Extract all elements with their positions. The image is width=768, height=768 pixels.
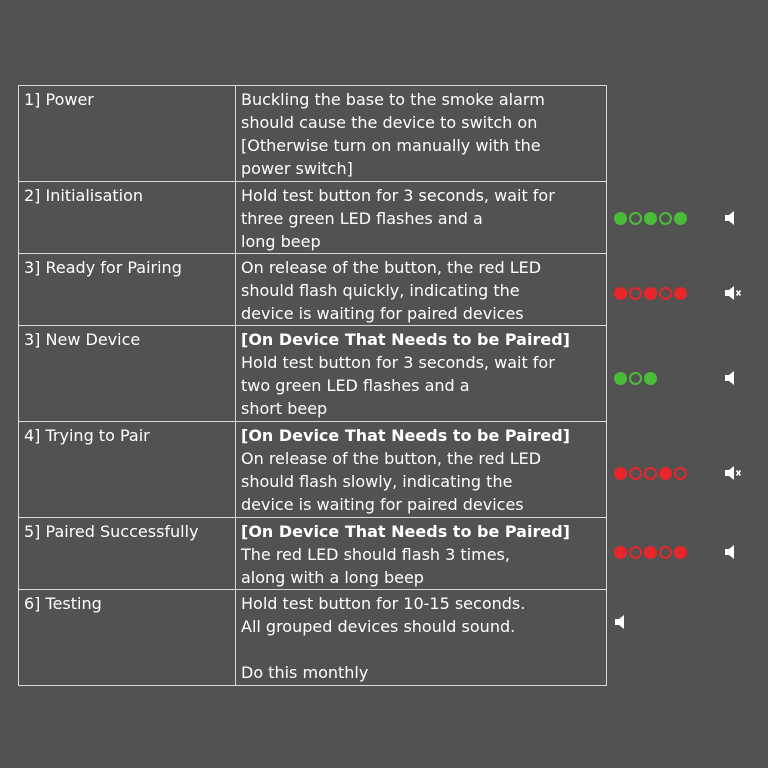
speaker-icon [724, 370, 742, 386]
description-line: should flash slowly, indicating the [241, 472, 513, 491]
led-pattern [614, 287, 724, 300]
step-label: 5] Paired Successfully [19, 518, 236, 590]
table-row [19, 326, 607, 422]
led-pattern [614, 467, 724, 480]
speaker-icon [724, 210, 742, 226]
led-pattern [614, 372, 724, 385]
led-off-green [629, 212, 642, 225]
description-line: Do this monthly [241, 663, 369, 682]
description-line: On release of the button, the red LED [241, 449, 542, 468]
led-off-red [629, 467, 642, 480]
led-on-green [644, 372, 657, 385]
table-row [19, 254, 607, 326]
step-label: 3] New Device [19, 326, 236, 422]
speaker-icon [614, 614, 632, 630]
led-on-green [614, 372, 627, 385]
led-indicator [614, 208, 742, 228]
led-indicator [614, 612, 632, 632]
description-line: device is waiting for paired devices [241, 304, 524, 323]
description-line: should cause the device to switch on [241, 113, 538, 132]
table-row [19, 182, 607, 254]
description-line: short beep [241, 399, 328, 418]
description-line: [Otherwise turn on manually with the [241, 136, 541, 155]
description-line: device is waiting for paired devices [241, 495, 524, 514]
led-off-red [659, 287, 672, 300]
speaker-muted-icon [724, 285, 742, 301]
led-on-red [674, 287, 687, 300]
step-description [236, 254, 607, 326]
led-off-red [629, 546, 642, 559]
led-indicator [614, 463, 742, 483]
instructions-table [18, 85, 607, 686]
step-label: 4] Trying to Pair [19, 422, 236, 518]
led-on-red [674, 546, 687, 559]
led-on-green [674, 212, 687, 225]
step-description [236, 422, 607, 518]
led-indicator [614, 283, 742, 303]
speaker-icon [724, 544, 742, 560]
led-off-green [659, 212, 672, 225]
step-description [236, 326, 607, 422]
description-line: Hold test button for 3 seconds, wait for [241, 186, 555, 205]
step-description [236, 86, 607, 182]
device-note: [On Device That Needs to be Paired] [241, 330, 570, 349]
led-on-green [644, 212, 657, 225]
led-on-red [659, 467, 672, 480]
step-description [236, 590, 607, 686]
led-off-green [629, 372, 642, 385]
led-indicator [614, 542, 742, 562]
led-pattern [614, 212, 724, 225]
table-row [19, 590, 607, 686]
description-line: Buckling the base to the smoke alarm [241, 90, 545, 109]
description-line: should flash quickly, indicating the [241, 281, 520, 300]
led-on-red [614, 287, 627, 300]
description-line: long beep [241, 232, 321, 251]
device-note: [On Device That Needs to be Paired] [241, 426, 570, 445]
step-label: 3] Ready for Pairing [19, 254, 236, 326]
led-off-red [644, 467, 657, 480]
step-label: 1] Power [19, 86, 236, 182]
description-line: The red LED should flash 3 times, [241, 545, 510, 564]
led-indicator [614, 368, 742, 388]
description-line: power switch] [241, 159, 353, 178]
speaker-muted-icon [724, 465, 742, 481]
description-line: Hold test button for 10-15 seconds. [241, 594, 526, 613]
description-line: On release of the button, the red LED [241, 258, 542, 277]
table-row [19, 86, 607, 182]
description-line: Hold test button for 3 seconds, wait for [241, 353, 555, 372]
description-line: along with a long beep [241, 568, 424, 587]
step-label: 2] Initialisation [19, 182, 236, 254]
led-off-red [674, 467, 687, 480]
led-pattern [614, 546, 724, 559]
led-off-red [659, 546, 672, 559]
description-line [241, 638, 602, 661]
led-on-red [644, 287, 657, 300]
step-label: 6] Testing [19, 590, 236, 686]
description-line: two green LED flashes and a [241, 376, 470, 395]
led-on-red [614, 467, 627, 480]
step-description [236, 518, 607, 590]
led-on-red [644, 546, 657, 559]
led-on-green [614, 212, 627, 225]
led-on-red [614, 546, 627, 559]
led-off-red [629, 287, 642, 300]
description-line: All grouped devices should sound. [241, 617, 516, 636]
table-row [19, 422, 607, 518]
description-line: three green LED flashes and a [241, 209, 483, 228]
device-note: [On Device That Needs to be Paired] [241, 522, 570, 541]
step-description [236, 182, 607, 254]
table-row [19, 518, 607, 590]
